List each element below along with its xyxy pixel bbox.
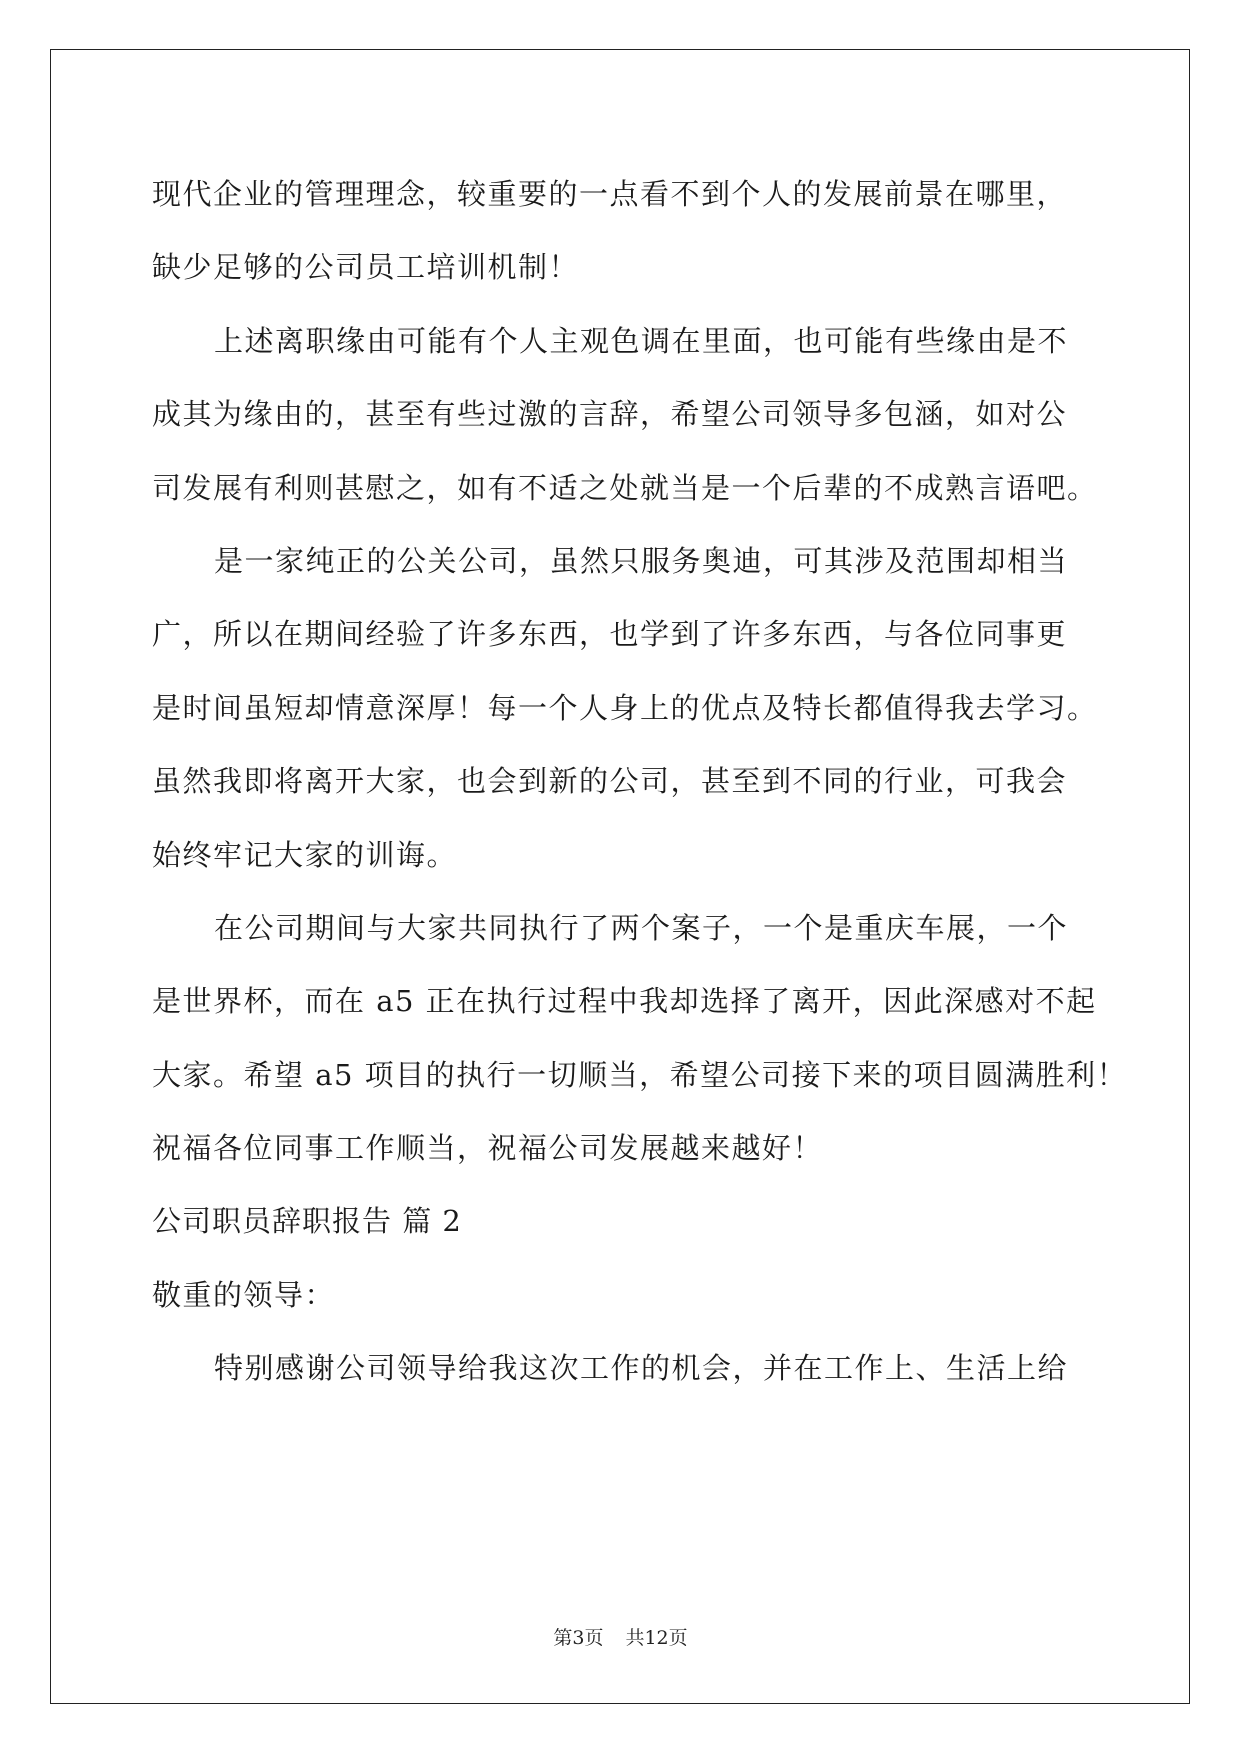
text-line-3: 上述离职缘由可能有个人主观色调在里面，也可能有些缘由是不	[214, 323, 1069, 358]
text-line-10: 始终牢记大家的训诲。	[152, 837, 458, 872]
section-heading: 公司职员辞职报告 篇 2	[152, 1204, 462, 1239]
text-line-6: 是一家纯正的公关公司，虽然只服务奥迪，可其涉及范围却相当	[214, 543, 1069, 578]
text-line-14: 祝福各位同事工作顺当，祝福公司发展越来越好！	[152, 1131, 824, 1166]
text-line-17: 特别感谢公司领导给我这次工作的机会，并在工作上、生活上给	[214, 1351, 1069, 1386]
text-line-13: 大家。希望 a5 项目的执行一切顺当，希望公司接下来的项目圆满胜利！	[152, 1057, 1128, 1092]
page-number-current: 第3页	[553, 1627, 604, 1649]
text-line-8: 是时间虽短却情意深厚！每一个人身上的优点及特长都值得我去学习。	[152, 690, 1098, 725]
text-line-5: 司发展有利则甚慰之，如有不适之处就当是一个后辈的不成熟言语吧。	[152, 470, 1098, 505]
text-line-9: 虽然我即将离开大家，也会到新的公司，甚至到不同的行业，可我会	[152, 764, 1068, 799]
document-body	[152, 158, 1128, 1406]
text-line-2: 缺少足够的公司员工培训机制！	[152, 250, 580, 285]
text-line-12: 是世界杯，而在 a5 正在执行过程中我却选择了离开，因此深感对不起	[152, 984, 1097, 1019]
salutation: 敬重的领导：	[152, 1277, 336, 1312]
page-number-total: 共12页	[625, 1627, 688, 1649]
text-line-7: 广，所以在期间经验了许多东西，也学到了许多东西，与各位同事更	[152, 617, 1068, 652]
text-line-1: 现代企业的管理理念，较重要的一点看不到个人的发展前景在哪里，	[152, 177, 1068, 211]
page-footer	[0, 1625, 1241, 1651]
text-line-11: 在公司期间与大家共同执行了两个案子，一个是重庆车展，一个	[214, 910, 1069, 945]
text-line-4: 成其为缘由的，甚至有些过激的言辞，希望公司领导多包涵，如对公	[152, 397, 1068, 432]
